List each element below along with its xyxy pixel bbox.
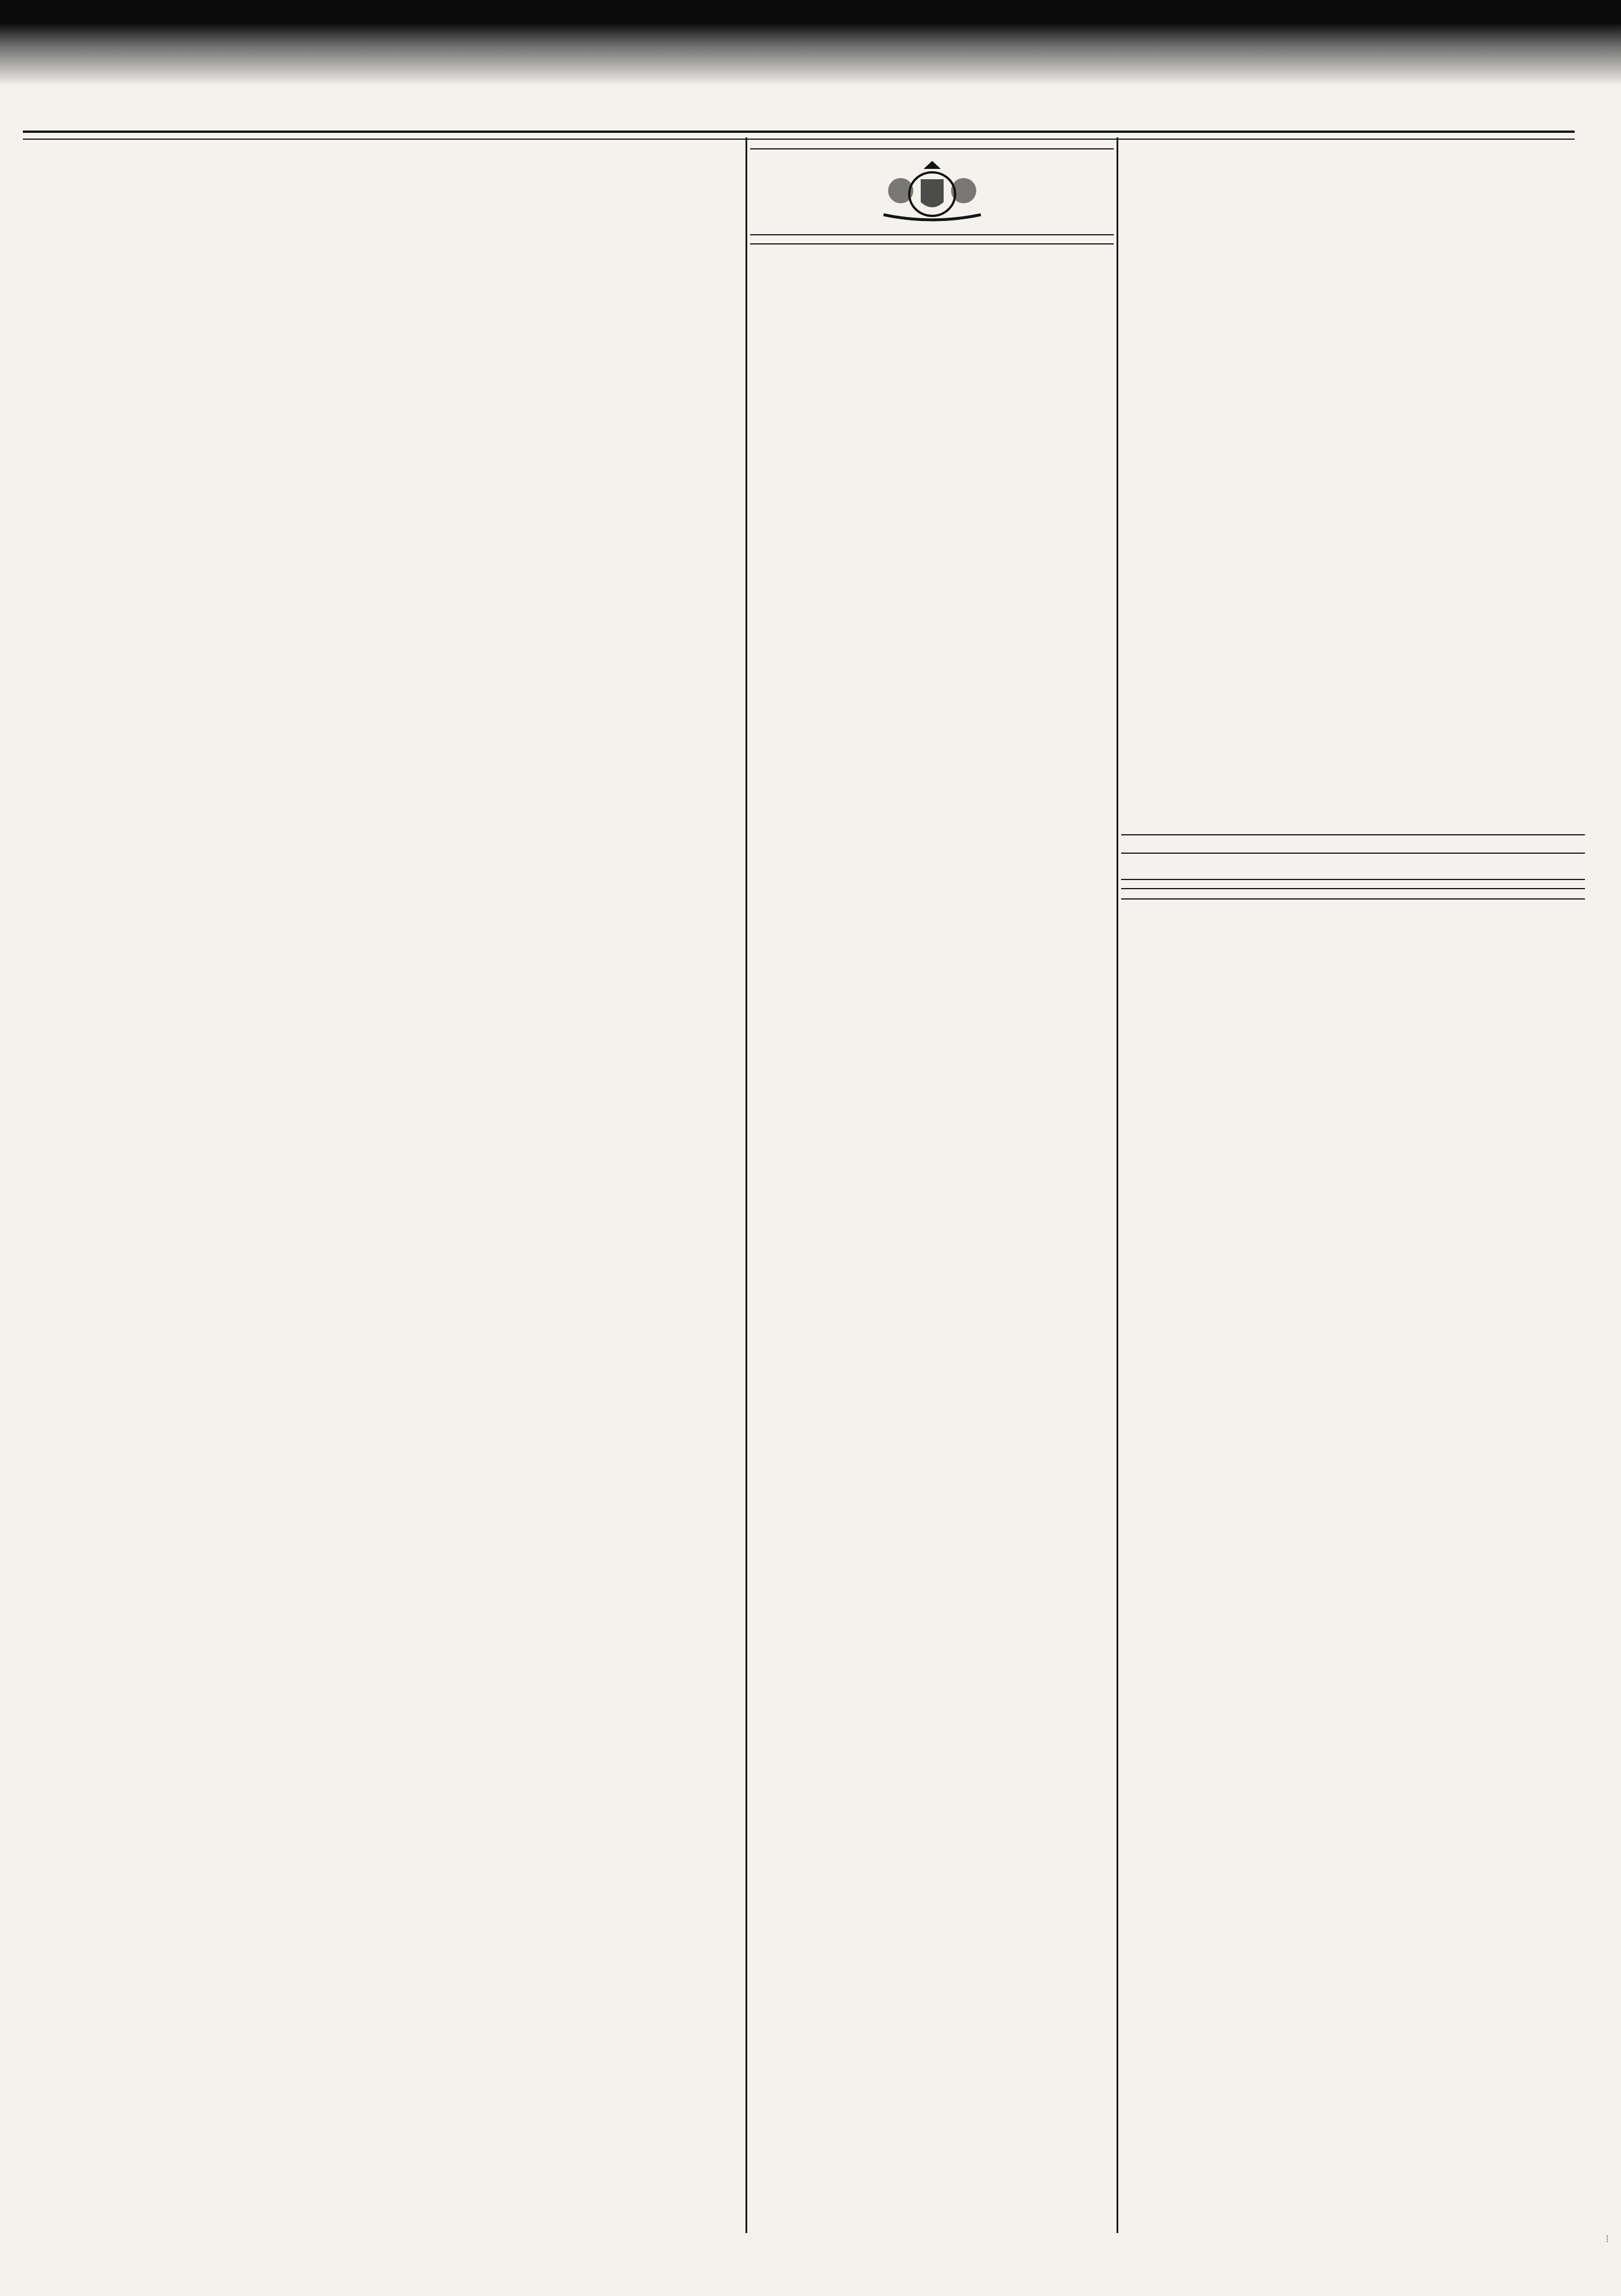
divider [750,148,1114,149]
divider [1121,888,1585,889]
ad-wiswell [1121,888,1585,900]
scan-dark-band [0,0,1621,86]
header-rule [23,131,1575,140]
divider [750,243,1114,244]
divider [1121,879,1585,880]
mining-column [23,140,742,2259]
divider [1121,834,1585,835]
advert-column-right [1121,140,1585,2259]
ad-commissioner [750,157,1114,226]
page-header [23,86,1569,132]
printing-ad [1121,145,1585,826]
divider [1121,853,1585,854]
coat-of-arms-icon [866,157,998,226]
ad-look [1121,145,1585,826]
advert-column-middle [750,140,1114,2259]
column-rule-1 [746,137,747,2233]
divider [750,234,1114,235]
column-rule-2 [1117,137,1118,2233]
divider [1121,898,1585,900]
scan-edge-mark: ⁞ [1606,2233,1609,2244]
